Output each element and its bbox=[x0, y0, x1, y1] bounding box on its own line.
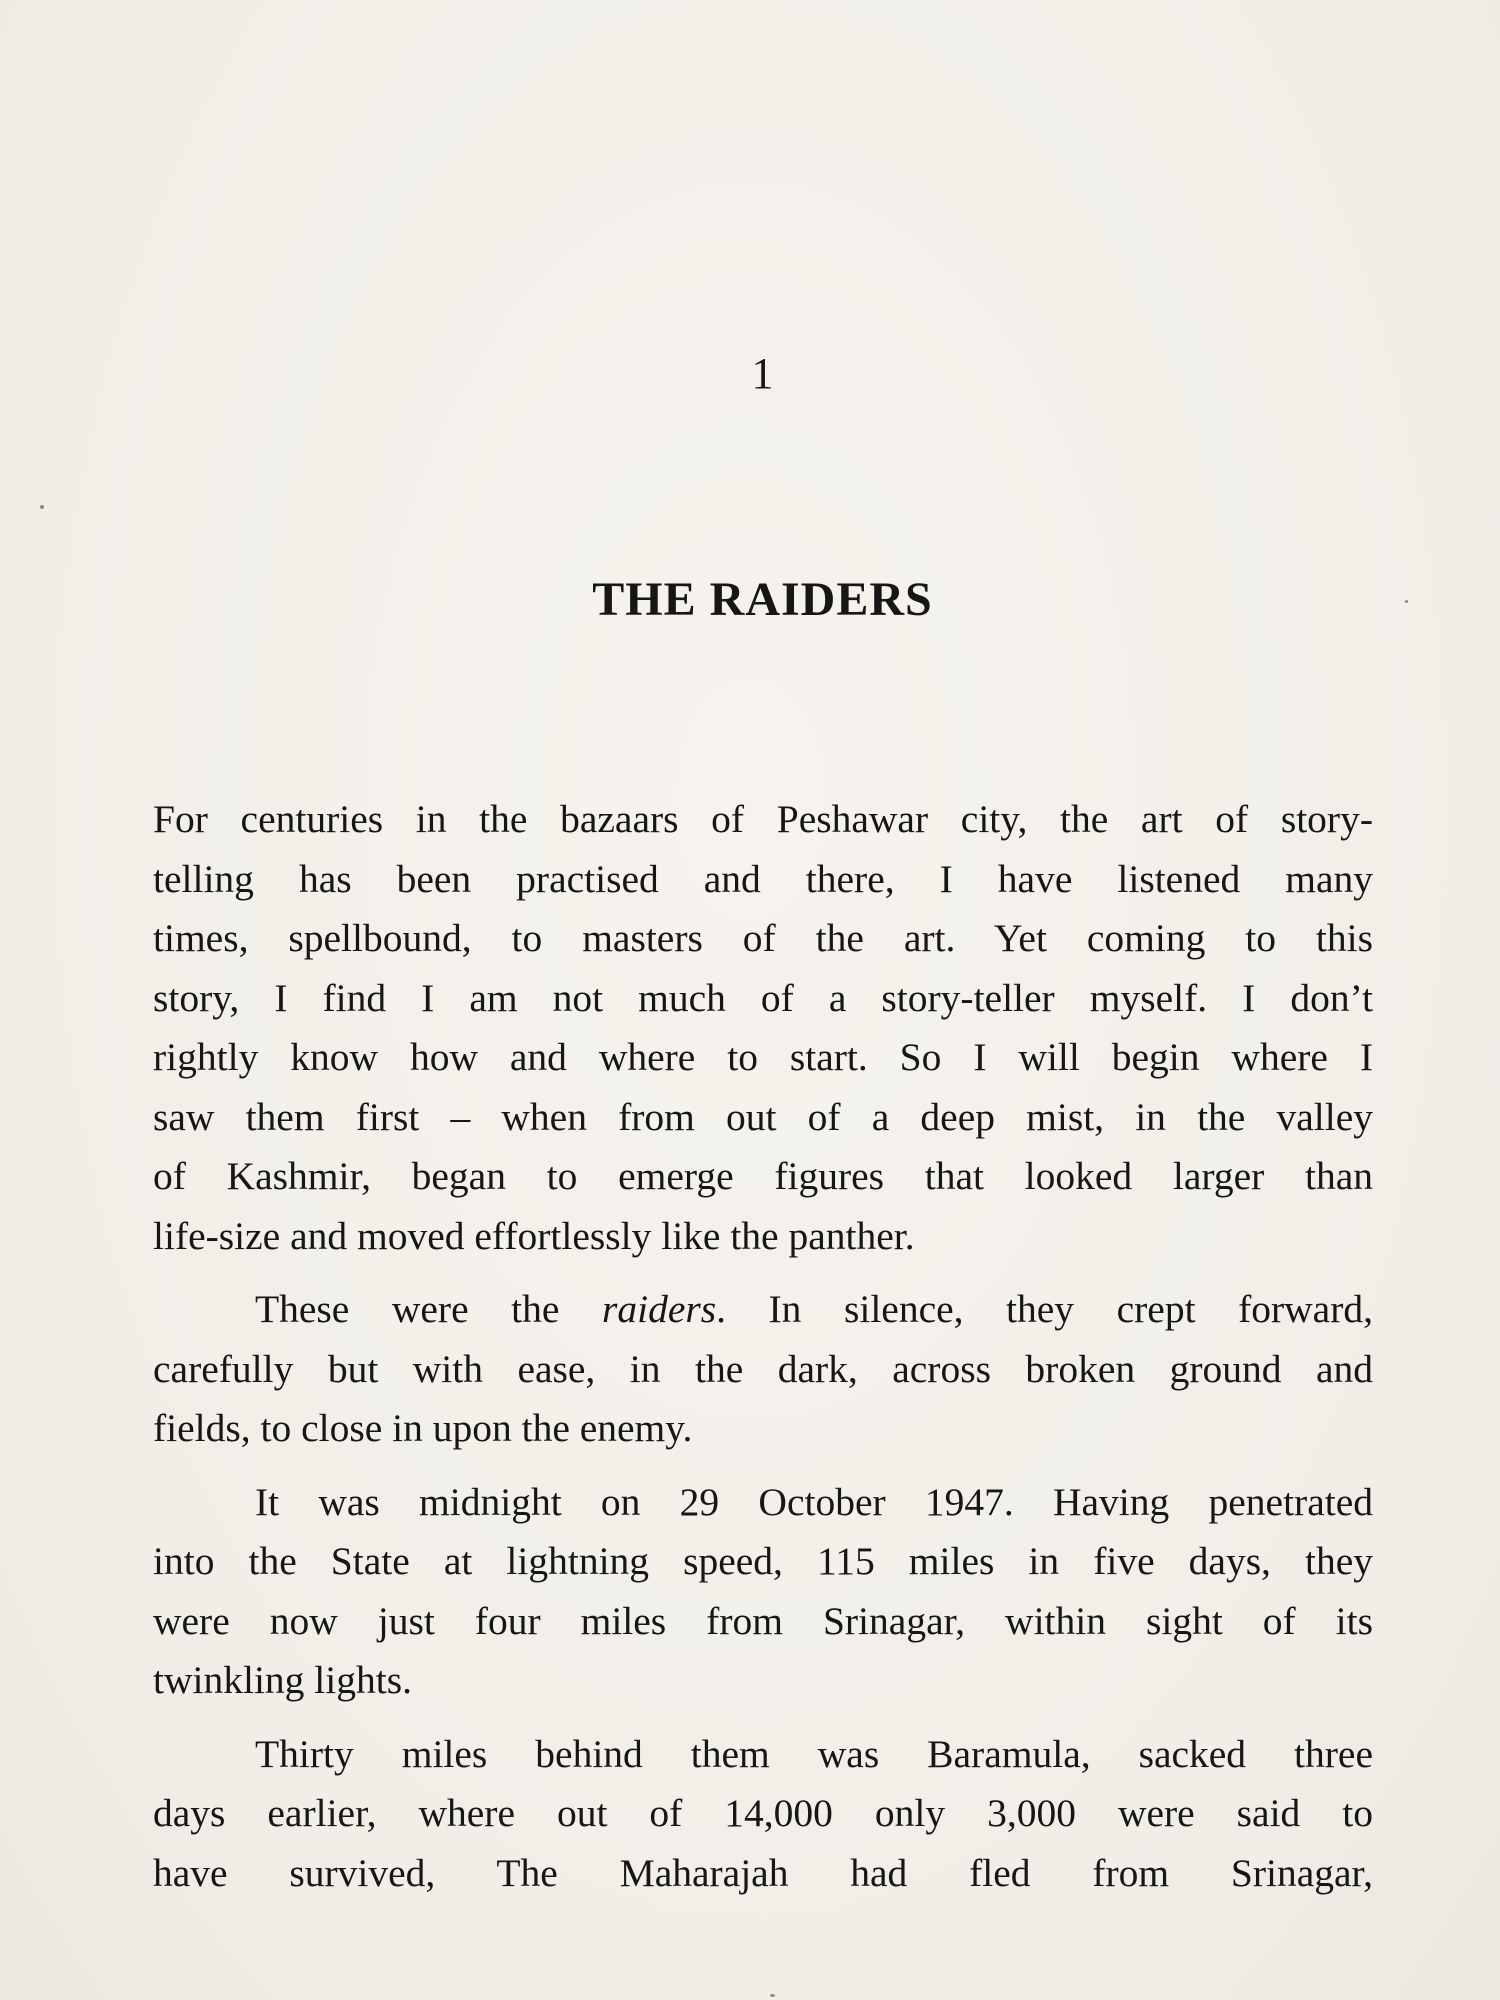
text-line: telling has been practised and there, I have listened many bbox=[153, 856, 1373, 901]
text-line: carefully but with ease, in the dark, across broken ground and bbox=[153, 1346, 1373, 1391]
paper-speck bbox=[40, 505, 44, 509]
paragraph-2 bbox=[153, 1280, 1373, 1459]
text-line: It was midnight on 29 October 1947. Having penetrated bbox=[255, 1479, 1373, 1524]
text-line bbox=[153, 1280, 1373, 1340]
text-line: story, I find I am not much of a story-teller myself. I don’t bbox=[153, 975, 1373, 1020]
paragraph-3 bbox=[153, 1473, 1373, 1711]
text-line: fields, to close in upon the enemy. bbox=[153, 1406, 693, 1450]
text-line: days earlier, where out of 14,000 only 3,000 were said to bbox=[153, 1791, 1373, 1835]
text-line: times, spellbound, to masters of the art. Yet coming to this bbox=[153, 916, 1373, 960]
text-fragment: . In silence, they crept forward, bbox=[716, 1287, 1373, 1331]
emphasis-raiders: raiders bbox=[601, 1287, 717, 1331]
paragraph-4 bbox=[153, 1725, 1373, 1904]
text-line: Thirty miles behind them was Baramula, sacked three bbox=[255, 1731, 1373, 1776]
text-line: life-size and moved effortlessly like the panther. bbox=[153, 1213, 915, 1258]
paper-speck bbox=[770, 1994, 775, 1997]
paragraph-1 bbox=[153, 790, 1373, 1266]
chapter-number: 1 bbox=[751, 349, 774, 398]
text-line: rightly know how and where to start. So I will begin where I bbox=[153, 1035, 1373, 1079]
text-line: have survived, The Maharajah had fled from Srinagar, bbox=[153, 1850, 1373, 1895]
chapter-title: THE RAIDERS bbox=[592, 573, 933, 626]
text-line: saw them first – when from out of a deep mist, in the valley bbox=[153, 1094, 1373, 1139]
text-line: were now just four miles from Srinagar, within sight of its bbox=[153, 1598, 1373, 1643]
text-line: For centuries in the bazaars of Peshawar city, the art of story- bbox=[153, 797, 1373, 841]
paper-speck bbox=[1405, 600, 1408, 603]
text-line: into the State at lightning speed, 115 miles in five days, they bbox=[153, 1539, 1373, 1583]
text-line: twinkling lights. bbox=[153, 1658, 412, 1702]
text-line: of Kashmir, began to emerge figures that looked larger than bbox=[153, 1154, 1373, 1198]
chapter-body bbox=[153, 790, 1373, 1903]
text-fragment: These were the bbox=[255, 1287, 602, 1331]
